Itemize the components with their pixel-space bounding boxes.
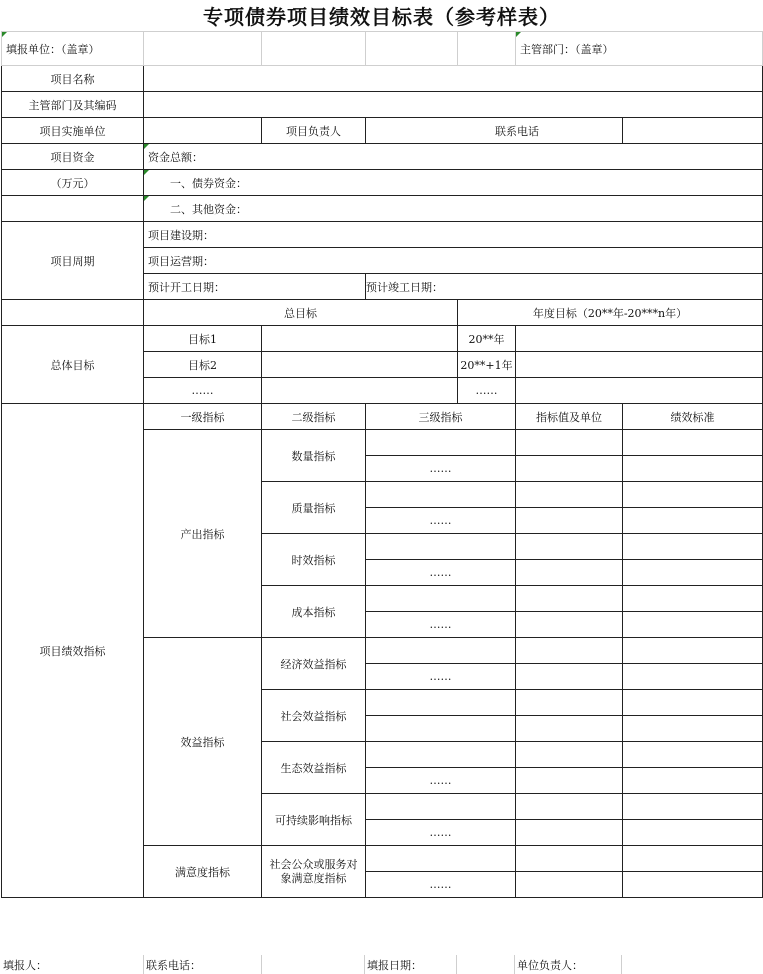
project-name-label: 项目名称 <box>2 66 144 92</box>
cycle-label: 项目周期 <box>2 222 144 300</box>
level3-cell[interactable] <box>366 430 516 456</box>
value-cell[interactable] <box>516 534 623 560</box>
project-name-value[interactable] <box>144 66 763 92</box>
value-cell[interactable] <box>516 768 623 794</box>
build-period[interactable]: 项目建设期： <box>144 222 763 248</box>
benefit-indicator: 效益指标 <box>144 638 262 846</box>
footer-phone-label: 联系电话： <box>146 959 201 972</box>
divider <box>456 955 457 974</box>
level3-cell[interactable] <box>366 794 516 820</box>
blank-cell[interactable] <box>262 32 366 66</box>
ellipsis: …… <box>366 508 516 534</box>
standard-cell[interactable] <box>623 716 763 742</box>
value-cell[interactable] <box>516 430 623 456</box>
ellipsis: …… <box>366 820 516 846</box>
impl-unit-label: 项目实施单位 <box>2 118 144 144</box>
blank-cell <box>2 196 144 222</box>
economic-indicator: 经济效益指标 <box>262 638 366 690</box>
value-cell[interactable] <box>516 586 623 612</box>
col-header-value: 指标值及单位 <box>516 404 623 430</box>
satisfaction-indicator: 满意度指标 <box>144 846 262 898</box>
divider <box>261 955 262 974</box>
run-period[interactable]: 项目运营期： <box>144 248 763 274</box>
goal-more: …… <box>144 378 262 404</box>
divider <box>621 955 622 974</box>
divider <box>143 955 144 974</box>
year-2-value[interactable] <box>516 352 763 378</box>
funds-unit-label: （万元） <box>2 170 144 196</box>
goal-2-value[interactable] <box>262 352 458 378</box>
quality-indicator: 质量指标 <box>262 482 366 534</box>
col-header-level2: 二级指标 <box>262 404 366 430</box>
standard-cell[interactable] <box>623 560 763 586</box>
year-2: 20**+1年 <box>458 352 516 378</box>
performance-table <box>1 31 763 898</box>
dept-code-label: 主管部门及其编码 <box>2 92 144 118</box>
value-cell[interactable] <box>516 664 623 690</box>
value-cell[interactable] <box>516 742 623 768</box>
value-cell[interactable] <box>516 482 623 508</box>
ellipsis: …… <box>366 456 516 482</box>
goal-more-value[interactable] <box>262 378 458 404</box>
standard-cell[interactable] <box>623 534 763 560</box>
fill-date-label: 填报日期： <box>367 959 422 972</box>
standard-cell[interactable] <box>623 820 763 846</box>
start-date[interactable]: 预计开工日期： <box>144 274 366 300</box>
standard-cell[interactable] <box>623 508 763 534</box>
eco-indicator: 生态效益指标 <box>262 742 366 794</box>
value-cell[interactable] <box>516 560 623 586</box>
dept-label: 主管部门：（盖章） <box>516 32 763 66</box>
social-indicator: 社会效益指标 <box>262 690 366 742</box>
public-satisfaction-indicator: 社会公众或服务对象满意度指标 <box>262 846 366 898</box>
page-title: 专项债券项目绩效目标表（参考样表） <box>203 5 560 29</box>
standard-cell[interactable] <box>623 690 763 716</box>
level3-cell[interactable] <box>366 534 516 560</box>
dept-code-value[interactable] <box>144 92 763 118</box>
level3-cell[interactable] <box>366 482 516 508</box>
blank-cell <box>2 300 144 326</box>
standard-cell[interactable] <box>623 638 763 664</box>
blank-cell[interactable] <box>366 32 458 66</box>
ellipsis: …… <box>366 872 516 898</box>
value-cell[interactable] <box>516 690 623 716</box>
fill-unit-value[interactable] <box>144 32 262 66</box>
level3-cell[interactable] <box>366 638 516 664</box>
ellipsis: …… <box>366 560 516 586</box>
level3-cell[interactable] <box>366 690 516 716</box>
level3-cell[interactable] <box>366 742 516 768</box>
standard-cell[interactable] <box>623 456 763 482</box>
standard-cell[interactable] <box>623 742 763 768</box>
goal-1-value[interactable] <box>262 326 458 352</box>
divider <box>364 955 365 974</box>
blank-cell[interactable] <box>458 32 516 66</box>
value-cell[interactable] <box>516 872 623 898</box>
funds-bond[interactable]: 一、债券资金： <box>144 170 763 196</box>
ellipsis: …… <box>366 612 516 638</box>
funds-other[interactable]: 二、其他资金： <box>144 196 763 222</box>
phone-label: 联系电话 <box>366 118 623 144</box>
end-date[interactable]: 预计竣工日期： <box>366 274 763 300</box>
level3-cell[interactable] <box>366 716 516 742</box>
standard-cell[interactable] <box>623 846 763 872</box>
year-1-value[interactable] <box>516 326 763 352</box>
sustain-indicator: 可持续影响指标 <box>262 794 366 846</box>
value-cell[interactable] <box>516 508 623 534</box>
value-cell[interactable] <box>516 716 623 742</box>
col-header-standard: 绩效标准 <box>623 404 763 430</box>
annual-goal-header: 年度目标（20**年-20***n年） <box>458 300 763 326</box>
goal-1: 目标1 <box>144 326 262 352</box>
leader-label: 项目负责人 <box>262 118 366 144</box>
value-cell[interactable] <box>516 820 623 846</box>
standard-cell[interactable] <box>623 872 763 898</box>
divider <box>514 955 515 974</box>
impl-unit-value[interactable] <box>144 118 262 144</box>
indicators-label: 项目绩效指标 <box>2 404 144 898</box>
level3-cell[interactable] <box>366 586 516 612</box>
col-header-level3: 三级指标 <box>366 404 516 430</box>
filler-label: 填报人： <box>3 959 47 972</box>
funds-total[interactable]: 资金总额： <box>144 144 763 170</box>
col-header-level1: 一级指标 <box>144 404 262 430</box>
quantity-indicator: 数量指标 <box>262 430 366 482</box>
phone-value[interactable] <box>623 118 763 144</box>
standard-cell[interactable] <box>623 430 763 456</box>
output-indicator: 产出指标 <box>144 430 262 638</box>
standard-cell[interactable] <box>623 482 763 508</box>
standard-cell[interactable] <box>623 586 763 612</box>
value-cell[interactable] <box>516 638 623 664</box>
year-more: …… <box>458 378 516 404</box>
unit-leader-label: 单位负责人： <box>517 959 583 972</box>
standard-cell[interactable] <box>623 794 763 820</box>
fill-unit-label: 填报单位：（盖章） <box>2 32 144 66</box>
value-cell[interactable] <box>516 456 623 482</box>
funds-label: 项目资金 <box>2 144 144 170</box>
overall-goal-header: 总目标 <box>144 300 458 326</box>
cost-indicator: 成本指标 <box>262 586 366 638</box>
footer-row <box>0 955 763 974</box>
standard-cell[interactable] <box>623 768 763 794</box>
year-1: 20**年 <box>458 326 516 352</box>
timeliness-indicator: 时效指标 <box>262 534 366 586</box>
value-cell[interactable] <box>516 846 623 872</box>
goal-2: 目标2 <box>144 352 262 378</box>
value-cell[interactable] <box>516 612 623 638</box>
level3-cell[interactable] <box>366 846 516 872</box>
year-more-value[interactable] <box>516 378 763 404</box>
ellipsis: …… <box>366 768 516 794</box>
overall-goal-label: 总体目标 <box>2 326 144 404</box>
standard-cell[interactable] <box>623 612 763 638</box>
standard-cell[interactable] <box>623 664 763 690</box>
value-cell[interactable] <box>516 794 623 820</box>
ellipsis: …… <box>366 664 516 690</box>
